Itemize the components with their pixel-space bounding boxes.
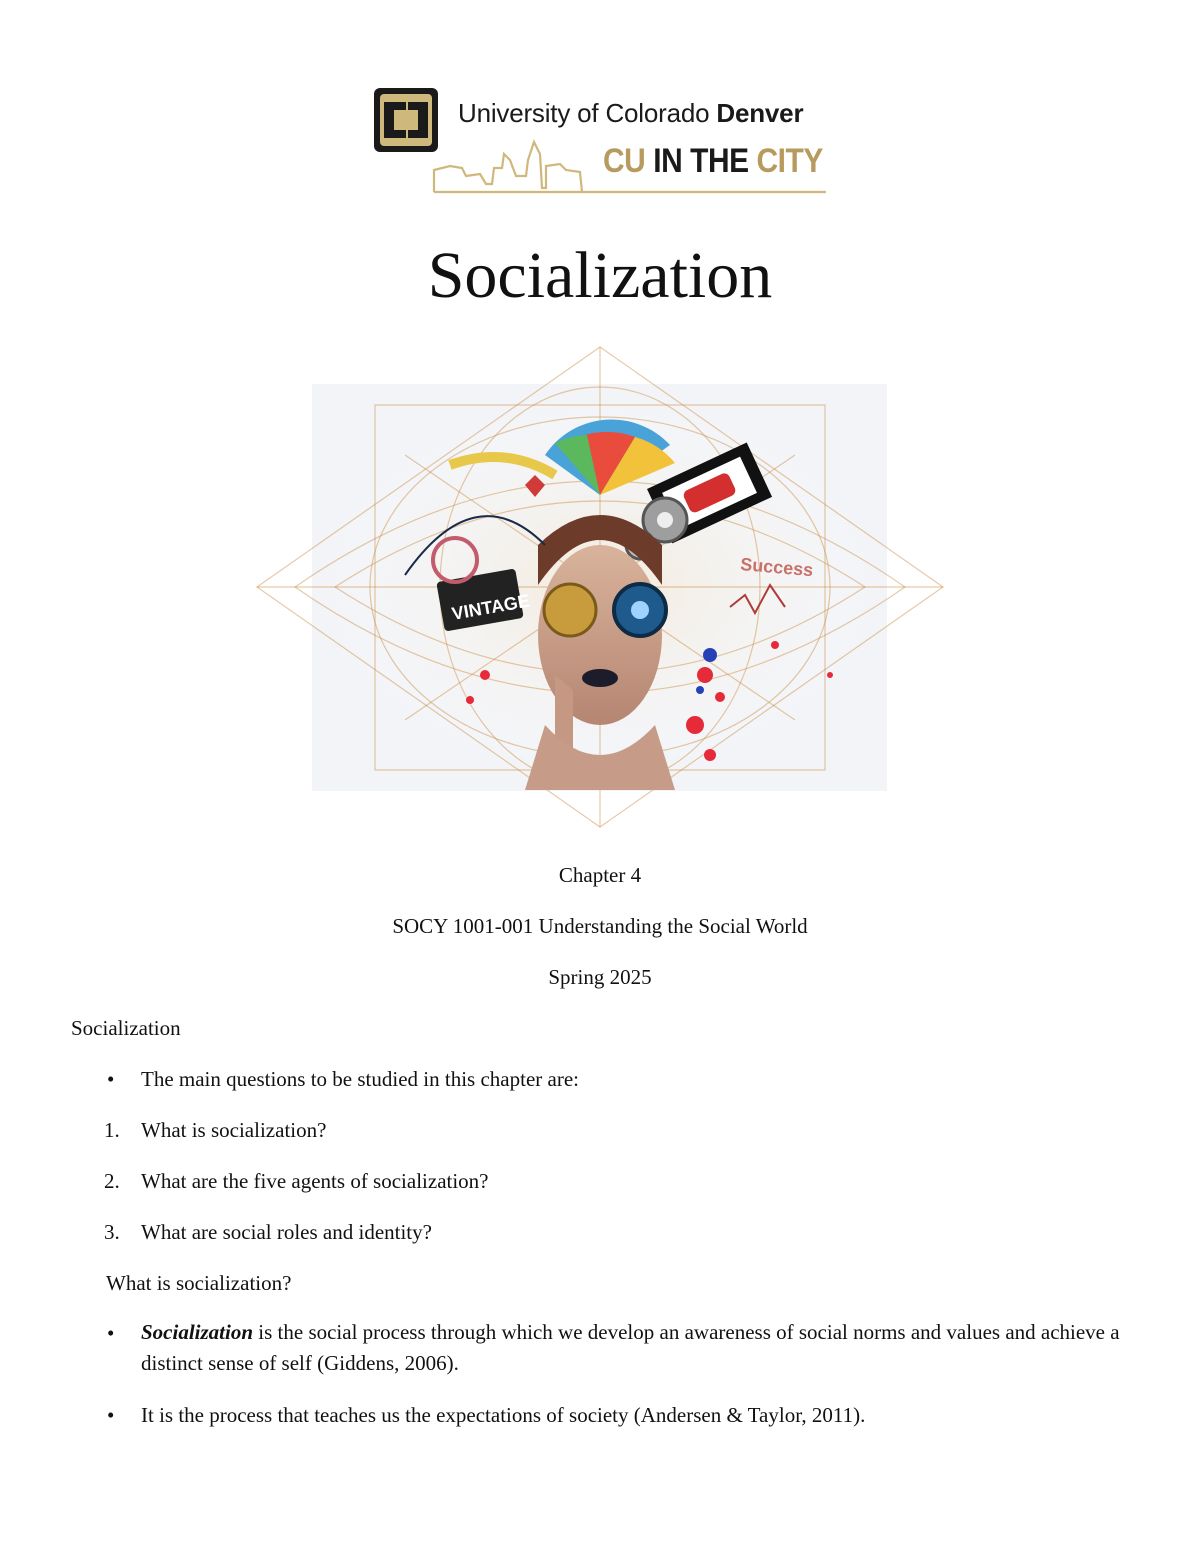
definition-paragraph [141,1317,1121,1379]
bullet-glyph: • [107,1067,115,1091]
university-logo [370,84,840,199]
question-text: What is socialization? [141,1118,327,1142]
second-point-text: It is the process that teaches us the expectations of society (Andersen & Taylor, 2011). [141,1403,866,1427]
question-number: 3. [104,1220,120,1244]
subheading: What is socialization? [106,1271,292,1295]
question-text: What are social roles and identity? [141,1220,432,1244]
term-label: Spring 2025 [548,965,652,989]
question-number: 2. [104,1169,120,1193]
socialization-illustration [255,345,945,830]
svg-text:Success: Success [739,553,815,581]
bullet-glyph: • [107,1403,115,1427]
page-title: Socialization [427,239,773,312]
chapter-label: Chapter 4 [558,863,642,887]
question-number: 1. [104,1118,120,1142]
definition-text: is the social process through which we develop an awareness of social norms and values and achieve a distinct sense of self (Giddens, 2006). [141,1320,1120,1375]
definition-term: Socialization [141,1320,254,1344]
section-heading: Socialization [71,1016,181,1040]
logo-university-name: University of Colorado Denver [458,98,804,128]
intro-bullet-text: The main questions to be studied in this chapter are: [141,1067,579,1091]
svg-text:VINTAGE: VINTAGE [450,590,532,624]
logo-tagline: CU IN THE CITY [603,142,823,180]
bullet-glyph: • [107,1321,115,1345]
course-label: SOCY 1001-001 Understanding the Social World [392,914,808,938]
question-text: What are the five agents of socialization? [141,1169,489,1193]
